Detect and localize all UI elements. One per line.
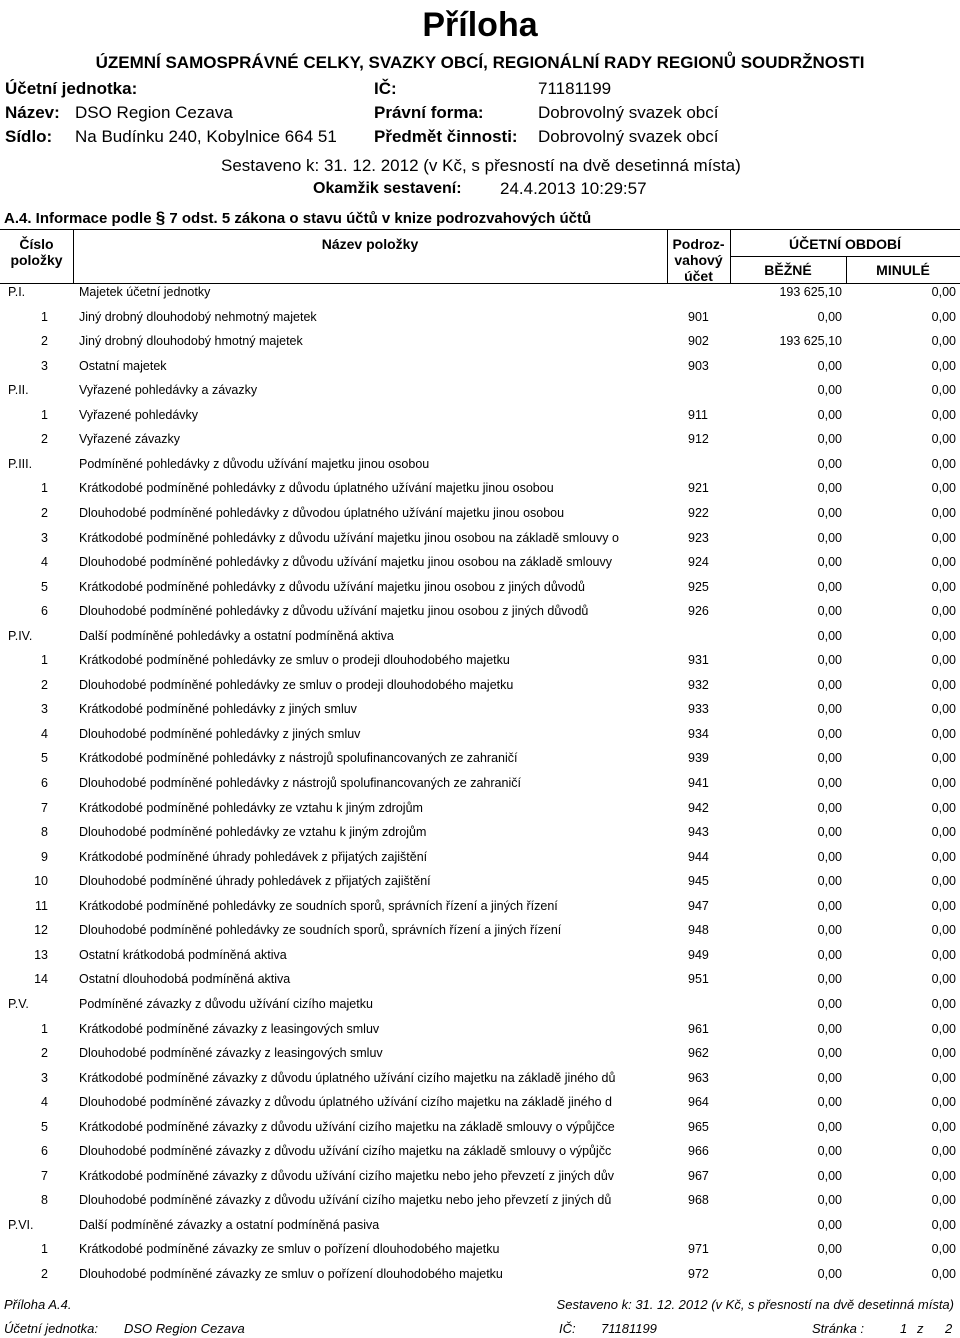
row-current: 0,00: [817, 1144, 842, 1159]
row-name: Dlouhodobé podmíněné pohledávky z důvodu užívání majetku jinou osobou z jiných důvodů: [79, 604, 589, 619]
table-row: [0, 501, 960, 525]
name-value: DSO Region Cezava: [75, 103, 233, 122]
table-row: [0, 820, 960, 844]
row-current: 0,00: [817, 653, 842, 668]
row-current: 0,00: [817, 1242, 842, 1257]
row-name: Dlouhodobé podmíněné pohledávky z jiných smluv: [79, 726, 361, 741]
row-number: 2: [41, 432, 48, 447]
footer-page-of: z: [917, 1321, 924, 1336]
row-previous: 0,00: [931, 825, 956, 840]
row-previous: 0,00: [931, 579, 956, 594]
row-name: Dlouhodobé podmíněné pohledávky z nástrojů spolufinancovaných ze zahraničí: [79, 776, 521, 790]
unit-label: Účetní jednotka:: [5, 79, 138, 98]
row-current: 0,00: [817, 1267, 842, 1281]
row-name: Dlouhodobé podmíněné úhrady pohledávek z přijatých zajištění: [79, 874, 431, 889]
row-current: 0,00: [817, 358, 842, 373]
row-number: 13: [34, 947, 48, 962]
row-number: 4: [41, 726, 48, 741]
row-previous: 0,00: [931, 628, 956, 643]
row-previous: 0,00: [931, 923, 956, 938]
row-account: 948: [688, 923, 709, 938]
row-previous: 0,00: [931, 776, 956, 790]
row-previous: 0,00: [931, 726, 956, 741]
row-number: 8: [41, 825, 48, 840]
row-previous: 0,00: [931, 751, 956, 766]
row-account: 947: [688, 898, 709, 913]
row-account: 903: [688, 358, 709, 373]
row-number: 11: [35, 898, 48, 913]
row-name: Dlouhodobé podmíněné pohledávky z důvodu užívání majetku jinou osobou na základě smlouvy: [79, 555, 612, 570]
row-current: 193 625,10: [779, 285, 842, 299]
footer-attachment: Příloha A.4.: [4, 1297, 72, 1312]
table-row: [0, 1188, 960, 1212]
row-number: 5: [41, 1119, 48, 1134]
row-previous: 0,00: [931, 1046, 956, 1061]
table-row: [0, 648, 960, 672]
footer-unit-value: DSO Region Cezava: [124, 1321, 245, 1336]
row-previous: 0,00: [931, 604, 956, 619]
row-previous: 0,00: [931, 702, 956, 717]
footer-ic-label: IČ:: [559, 1321, 576, 1336]
table-row: [0, 697, 960, 721]
row-previous: 0,00: [931, 1217, 956, 1232]
table-row: [0, 476, 960, 500]
row-previous: 0,00: [931, 285, 956, 299]
row-account: 951: [688, 972, 709, 987]
row-name: Dlouhodobé podmíněné pohledávky ze soudních sporů, správních řízení a jiných řízení: [79, 923, 562, 938]
row-name: Další podmíněné závazky a ostatní podmíněná pasiva: [79, 1217, 380, 1232]
section-title-part-b: 7 odst. 5 zákona o stavu účtů v knize podrozvahových účtů: [169, 210, 592, 227]
row-current: 0,00: [817, 923, 842, 938]
row-number: 1: [41, 1242, 48, 1257]
row-number: 1: [41, 653, 48, 668]
row-current: 0,00: [817, 726, 842, 741]
row-current: 0,00: [817, 874, 842, 889]
table-row: [0, 992, 960, 1016]
row-code: P.VI.: [8, 1217, 34, 1232]
row-current: 0,00: [817, 309, 842, 324]
table-row: [0, 378, 960, 402]
row-account: 923: [688, 530, 709, 545]
row-previous: 0,00: [931, 874, 956, 889]
row-name: Jiný drobný dlouhodobý nehmotný majetek: [79, 309, 317, 324]
row-name: Krátkodobé podmíněné závazky z důvodu užívání cizího majetku na základě smlouvy o výpůjčce: [79, 1119, 615, 1134]
row-number: 6: [41, 1144, 48, 1159]
row-account: 902: [688, 334, 709, 349]
row-previous: 0,00: [931, 653, 956, 668]
row-current: 0,00: [817, 1193, 842, 1208]
table-row: [0, 427, 960, 451]
row-number: 2: [41, 505, 48, 520]
row-current: 0,00: [817, 1217, 842, 1232]
row-number: 2: [41, 334, 48, 349]
row-current: 0,00: [817, 1168, 842, 1183]
row-previous: 0,00: [931, 358, 956, 373]
row-previous: 0,00: [931, 1021, 956, 1036]
row-previous: 0,00: [931, 1144, 956, 1159]
header-current: BĚŽNÉ: [764, 262, 812, 278]
table-row: [0, 869, 960, 893]
row-account: 964: [688, 1095, 709, 1110]
section-title-part-a: A.4. Informace podle: [4, 210, 152, 227]
row-name: Krátkodobé podmíněné pohledávky z jiných smluv: [79, 702, 357, 717]
row-previous: 0,00: [931, 972, 956, 987]
row-current: 0,00: [817, 530, 842, 545]
footer-compiled: Sestaveno k: 31. 12. 2012 (v Kč, s přesností na dvě desetinná místa): [556, 1297, 954, 1312]
row-account: 949: [688, 947, 709, 962]
row-account: 931: [688, 653, 709, 668]
row-account: 901: [688, 309, 709, 324]
row-current: 0,00: [817, 1046, 842, 1061]
row-number: 3: [41, 358, 48, 373]
row-name: Krátkodobé podmíněné závazky z důvodu úplatného užívání cizího majetku na základě jiného dů: [79, 1070, 616, 1085]
header-item-name: Název položky: [321, 236, 419, 252]
row-current: 0,00: [817, 702, 842, 717]
row-current: 0,00: [817, 579, 842, 594]
row-account: 921: [688, 481, 709, 496]
page-title: Příloha: [422, 6, 538, 44]
row-name: Dlouhodobé podmíněné závazky z důvodu užívání cizího majetku na základě smlouvy o výpůjčc: [79, 1144, 612, 1159]
row-current: 0,00: [817, 1095, 842, 1110]
row-current: 0,00: [817, 849, 842, 864]
row-previous: 0,00: [931, 1095, 956, 1110]
row-number: 1: [41, 1021, 48, 1036]
compiled-date: Sestaveno k: 31. 12. 2012 (v Kč, s přesností na dvě desetinná místa): [221, 156, 741, 175]
row-name: Ostatní majetek: [79, 358, 167, 373]
row-current: 0,00: [817, 800, 842, 815]
row-account: 932: [688, 677, 709, 692]
table-row: [0, 624, 960, 648]
header-account-2: vahový: [674, 252, 723, 268]
activity-value: Dobrovolný svazek obcí: [538, 127, 719, 146]
row-previous: 0,00: [931, 1242, 956, 1257]
table-row: [0, 894, 960, 918]
row-previous: 0,00: [931, 1119, 956, 1134]
row-current: 0,00: [817, 972, 842, 987]
row-name: Krátkodobé podmíněné pohledávky ze vztahu k jiným zdrojům: [79, 800, 423, 815]
row-code: P.II.: [8, 383, 29, 398]
row-previous: 0,00: [931, 432, 956, 447]
row-account: 912: [688, 432, 709, 447]
table-row: [0, 796, 960, 820]
footer-ic-value: 71181199: [601, 1321, 657, 1336]
table-row: [0, 1262, 960, 1286]
header-account-1: Podroz-: [672, 236, 725, 252]
legal-form-label: Právní forma:: [374, 103, 484, 122]
row-name: Dlouhodobé podmíněné závazky z důvodu úplatného užívání cizího majetku na základě jiného d: [79, 1095, 612, 1110]
row-current: 0,00: [817, 677, 842, 692]
row-previous: 0,00: [931, 898, 956, 913]
header-account-3: účet: [684, 268, 713, 284]
row-previous: 0,00: [931, 530, 956, 545]
row-name: Krátkodobé podmíněné úhrady pohledávek z přijatých zajištění: [79, 849, 428, 864]
row-account: 967: [688, 1168, 709, 1183]
row-account: 933: [688, 702, 709, 717]
table-row: [0, 918, 960, 942]
row-previous: 0,00: [931, 555, 956, 570]
row-account: 925: [688, 579, 709, 594]
row-name: Ostatní krátkodobá podmíněná aktiva: [79, 947, 287, 962]
row-previous: 0,00: [931, 1070, 956, 1085]
row-name: Krátkodobé podmíněné závazky z důvodu užívání cizího majetku nebo jeho převzetí z jiných dův: [79, 1168, 615, 1183]
row-account: 926: [688, 604, 709, 619]
table-row: [0, 1066, 960, 1090]
row-name: Majetek účetní jednotky: [79, 285, 211, 299]
table-row: [0, 403, 960, 427]
row-code: P.I.: [8, 285, 26, 299]
table-row: [0, 550, 960, 574]
row-account: 942: [688, 800, 709, 815]
row-previous: 0,00: [931, 1267, 956, 1281]
table-row: [0, 280, 960, 304]
row-name: Podmíněné závazky z důvodu užívání cizího majetku: [79, 996, 373, 1011]
row-previous: 0,00: [931, 677, 956, 692]
footer-unit-label: Účetní jednotka:: [4, 1321, 98, 1336]
seat-value: Na Budínku 240, Kobylnice 664 51: [75, 127, 337, 146]
row-name: Krátkodobé podmíněné pohledávky ze soudních sporů, správních řízení a jiných řízení: [79, 898, 558, 913]
table-row: [0, 1213, 960, 1237]
row-current: 0,00: [817, 996, 842, 1011]
row-account: 961: [688, 1021, 709, 1036]
row-name: Dlouhodobé podmíněné závazky z leasingových smluv: [79, 1046, 383, 1061]
row-current: 0,00: [817, 898, 842, 913]
table-row: [0, 1115, 960, 1139]
row-number: 3: [41, 530, 48, 545]
row-number: 1: [41, 481, 48, 496]
row-previous: 0,00: [931, 505, 956, 520]
paragraph-sign: §: [155, 208, 166, 227]
row-current: 0,00: [817, 604, 842, 619]
row-name: Dlouhodobé podmíněné pohledávky ze vztahu k jiným zdrojům: [79, 825, 427, 840]
row-number: 5: [41, 751, 48, 766]
row-number: 4: [41, 555, 48, 570]
table-row: [0, 746, 960, 770]
row-current: 0,00: [817, 628, 842, 643]
row-previous: 0,00: [931, 383, 956, 398]
row-number: 9: [41, 849, 48, 864]
header-divider-h: [730, 256, 960, 257]
row-name: Dlouhodobé podmíněné pohledávky z důvodou úplatného užívání majetku jinou osobou: [79, 505, 565, 520]
table-row: [0, 354, 960, 378]
header-item-no: [0, 236, 73, 268]
row-name: Krátkodobé podmíněné závazky ze smluv o pořízení dlouhodobého majetku: [79, 1242, 500, 1257]
table-row: [0, 599, 960, 623]
row-number: 10: [34, 874, 48, 889]
row-number: 2: [41, 1267, 48, 1281]
row-account: 968: [688, 1193, 709, 1208]
row-current: 0,00: [817, 776, 842, 790]
row-current: 0,00: [817, 825, 842, 840]
table-row: [0, 845, 960, 869]
row-number: 6: [41, 776, 48, 790]
row-current: 0,00: [817, 481, 842, 496]
row-name: Dlouhodobé podmíněné závazky ze smluv o pořízení dlouhodobého majetku: [79, 1267, 503, 1281]
row-name: Krátkodobé podmíněné pohledávky ze smluv o prodeji dlouhodobého majetku: [79, 653, 510, 668]
table-row: [0, 526, 960, 550]
row-account: 939: [688, 751, 709, 766]
table-row: [0, 771, 960, 795]
table-row: [0, 943, 960, 967]
row-number: 7: [41, 1168, 48, 1183]
row-previous: 0,00: [931, 849, 956, 864]
row-number: 2: [41, 677, 48, 692]
header-item-no-1: Číslo: [19, 236, 54, 252]
activity-label: Předmět činnosti:: [374, 127, 518, 146]
row-number: 2: [41, 1046, 48, 1061]
table-row: [0, 1164, 960, 1188]
row-number: 6: [41, 604, 48, 619]
row-account: 971: [688, 1242, 709, 1257]
row-name: Další podmíněné pohledávky a ostatní podmíněná aktiva: [79, 628, 394, 643]
row-name: Krátkodobé podmíněné pohledávky z nástrojů spolufinancovaných ze zahraničí: [79, 751, 518, 766]
row-account: 962: [688, 1046, 709, 1061]
table-row: [0, 452, 960, 476]
row-name: Krátkodobé podmíněné závazky z leasingových smluv: [79, 1021, 380, 1036]
section-title: [4, 208, 591, 228]
row-account: 943: [688, 825, 709, 840]
row-current: 0,00: [817, 505, 842, 520]
row-number: 8: [41, 1193, 48, 1208]
table-row: [0, 673, 960, 697]
row-account: 966: [688, 1144, 709, 1159]
row-previous: 0,00: [931, 996, 956, 1011]
row-current: 0,00: [817, 1021, 842, 1036]
row-name: Krátkodobé podmíněné pohledávky z důvodu užívání majetku jinou osobou na základě smlouvy o: [79, 530, 619, 545]
footer-page-label: Stránka :: [812, 1321, 865, 1336]
legal-form-value: Dobrovolný svazek obcí: [538, 103, 719, 122]
header-previous: MINULÉ: [876, 262, 930, 278]
row-name: Dlouhodobé podmíněné pohledávky ze smluv o prodeji dlouhodobého majetku: [79, 677, 514, 692]
row-previous: 0,00: [931, 407, 956, 422]
row-previous: 0,00: [931, 481, 956, 496]
row-current: 0,00: [817, 947, 842, 962]
row-name: Podmíněné pohledávky z důvodu užívání majetku jinou osobou: [79, 456, 430, 471]
row-name: Ostatní dlouhodobá podmíněná aktiva: [79, 972, 291, 987]
row-name: Vyřazené závazky: [79, 432, 180, 447]
table-row: [0, 1139, 960, 1163]
row-name: Krátkodobé podmíněné pohledávky z důvodu úplatného užívání majetku jinou osobou: [79, 481, 554, 496]
row-number: 14: [34, 972, 48, 987]
row-account: 922: [688, 505, 709, 520]
ic-label: IČ:: [374, 79, 397, 98]
table-row: [0, 305, 960, 329]
row-number: 4: [41, 1095, 48, 1110]
row-current: 0,00: [817, 751, 842, 766]
row-current: 0,00: [817, 1070, 842, 1085]
row-name: Jiný drobný dlouhodobý hmotný majetek: [79, 334, 303, 349]
row-account: 944: [688, 849, 709, 864]
row-number: 7: [41, 800, 48, 815]
table-row: [0, 1041, 960, 1065]
table-row: [0, 329, 960, 353]
moment-label: Okamžik sestavení:: [313, 180, 462, 197]
name-label: Název:: [5, 103, 60, 122]
row-previous: 0,00: [931, 456, 956, 471]
row-account: 963: [688, 1070, 709, 1085]
row-account: 924: [688, 555, 709, 570]
row-account: 965: [688, 1119, 709, 1134]
row-number: 5: [41, 579, 48, 594]
row-name: Vyřazené pohledávky a závazky: [79, 383, 258, 398]
table-row: [0, 1090, 960, 1114]
row-previous: 0,00: [931, 334, 956, 349]
header-period: ÚČETNÍ OBDOBÍ: [789, 236, 901, 252]
page-subtitle: ÚZEMNÍ SAMOSPRÁVNÉ CELKY, SVAZKY OBCÍ, REGIONÁLNÍ RADY REGIONŮ SOUDRŽNOSTI: [95, 53, 865, 72]
row-name: Krátkodobé podmíněné pohledávky z důvodu užívání majetku jinou osobou z jiných důvodů: [79, 579, 585, 594]
row-previous: 0,00: [931, 1168, 956, 1183]
row-previous: 0,00: [931, 309, 956, 324]
row-code: P.III.: [8, 456, 33, 471]
row-previous: 0,00: [931, 947, 956, 962]
row-current: 0,00: [817, 432, 842, 447]
table-row: [0, 1017, 960, 1041]
row-current: 0,00: [817, 1119, 842, 1134]
moment-value: 24.4.2013 10:29:57: [500, 179, 647, 198]
row-current: 193 625,10: [779, 334, 842, 349]
row-number: 12: [34, 923, 48, 938]
row-account: 972: [688, 1267, 709, 1281]
seat-label: Sídlo:: [5, 127, 53, 146]
row-account: 911: [688, 407, 708, 422]
row-number: 3: [41, 1070, 48, 1085]
row-current: 0,00: [817, 555, 842, 570]
table-row: [0, 967, 960, 991]
row-current: 0,00: [817, 407, 842, 422]
row-previous: 0,00: [931, 1193, 956, 1208]
ic-value: 71181199: [538, 79, 612, 98]
row-name: Vyřazené pohledávky: [79, 407, 199, 422]
table-row: [0, 1237, 960, 1261]
row-number: 1: [41, 309, 48, 324]
row-account: 934: [688, 726, 709, 741]
header-item-no-2: položky: [10, 252, 63, 268]
footer-page-current: 1: [900, 1321, 908, 1336]
row-number: 3: [41, 702, 48, 717]
table-row: [0, 722, 960, 746]
header-account: [667, 236, 730, 284]
row-previous: 0,00: [931, 800, 956, 815]
footer-page-total: 2: [945, 1321, 953, 1336]
row-name: Dlouhodobé podmíněné závazky z důvodu užívání cizího majetku nebo jeho převzetí z jiných dů: [79, 1193, 612, 1208]
table-row: [0, 575, 960, 599]
row-code: P.V.: [8, 996, 29, 1011]
row-code: P.IV.: [8, 628, 33, 643]
row-current: 0,00: [817, 456, 842, 471]
row-number: 1: [41, 407, 48, 422]
header-top-border: [0, 229, 960, 230]
row-account: 941: [688, 776, 709, 790]
row-current: 0,00: [817, 383, 842, 398]
row-account: 945: [688, 874, 709, 889]
